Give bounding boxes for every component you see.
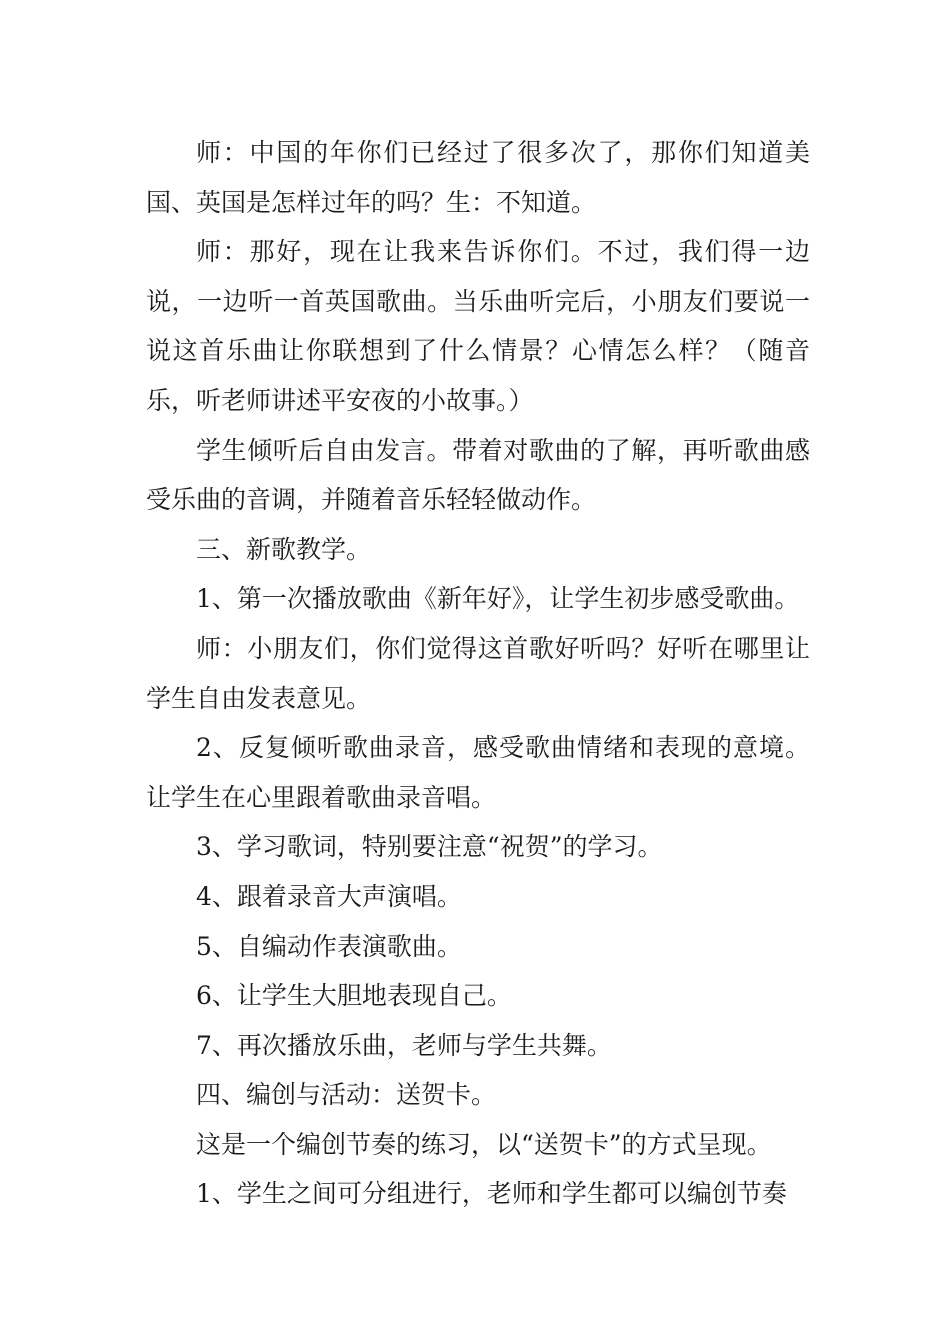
list-item-step-4: 4、跟着录音大声演唱。 — [196, 881, 462, 911]
list-item-activity-step-1: 1、学生之间可分组进行，老师和学生都可以编创节奏 — [196, 1179, 787, 1209]
list-item-step-3: 3、学习歌词，特别要注意“祝贺”的学习。 — [196, 832, 663, 862]
paragraph-activity-description: 这是一个编创节奏的练习，以“送贺卡”的方式呈现。 — [196, 1129, 772, 1159]
paragraph-dialogue-intro: 师：中国的年你们已经过了很多次了，那你们知道美国、英国是怎样过年的吗？生：不知道。 — [146, 138, 810, 217]
list-item-step-5: 5、自编动作表演歌曲。 — [196, 931, 462, 961]
paragraph-teacher-question: 师：小朋友们，你们觉得这首歌好听吗？好听在哪里让学生自由发表意见。 — [146, 633, 810, 713]
section-heading-activity: 四、编创与活动：送贺卡。 — [196, 1080, 497, 1110]
list-item-step-1: 1、第一次播放歌曲《新年好》，让学生初步感受歌曲。 — [196, 584, 800, 614]
paragraph-teacher-story: 师：那好，现在让我来告诉你们。不过，我们得一边说，一边听一首英国歌曲。当乐曲听完后，小朋友们要说一说这首乐曲让你联想到了什么情景？心情怎么样？（随音乐，听老师讲述平安夜的小故事。） — [146, 237, 810, 415]
section-heading-new-song: 三、新歌教学。 — [196, 534, 372, 564]
list-item-step-7: 7、再次播放乐曲，老师与学生共舞。 — [196, 1030, 612, 1060]
list-item-step-6: 6、让学生大胆地表现自己。 — [196, 981, 512, 1011]
paragraph-student-response: 学生倾听后自由发言。带着对歌曲的了解，再听歌曲感受乐曲的音调，并随着音乐轻轻做动作。 — [146, 435, 810, 515]
list-item-step-2: 2、反复倾听歌曲录音，感受歌曲情绪和表现的意境。让学生在心里跟着歌曲录音唱。 — [146, 733, 810, 812]
document-body — [146, 128, 810, 1219]
